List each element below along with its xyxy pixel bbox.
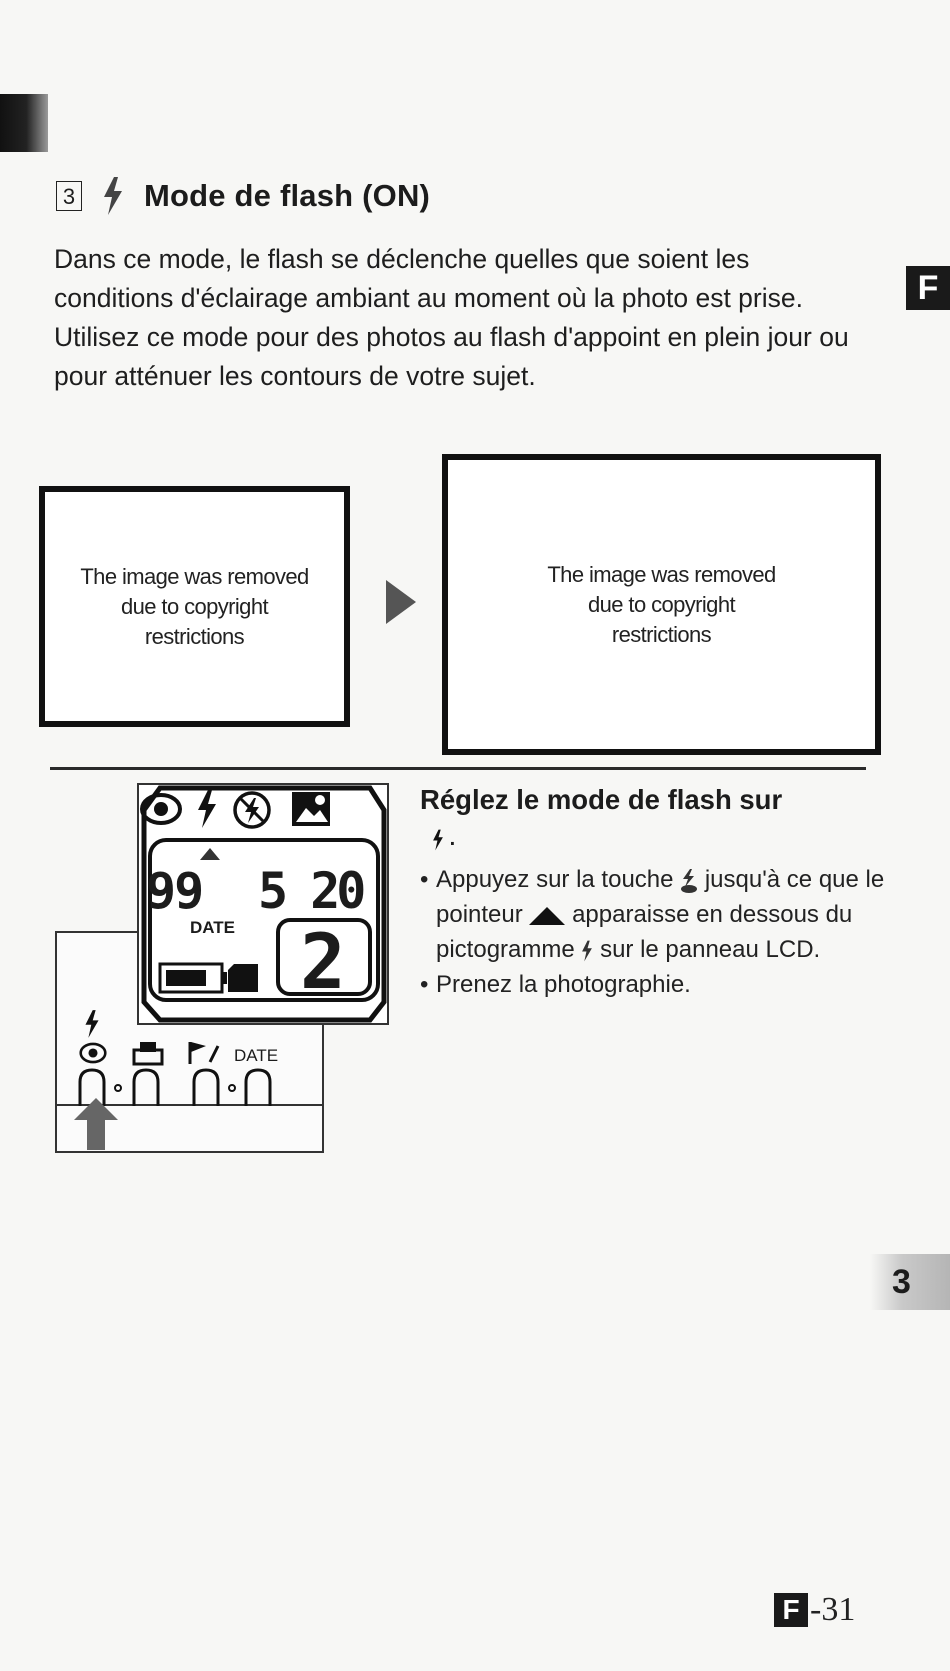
list-item: • Prenez la photographie. — [420, 967, 890, 1002]
image-placeholder-before — [39, 486, 350, 727]
page-badge: F — [774, 1593, 808, 1627]
lcd-counter: 2 — [300, 917, 346, 1006]
flash-icon — [84, 1010, 100, 1038]
step-number-box: 3 — [56, 181, 82, 211]
arrow-up-icon — [74, 1098, 118, 1150]
red-eye-icon — [140, 792, 182, 826]
section-divider — [50, 767, 866, 770]
instruction-heading-suffix: . — [449, 828, 456, 850]
flash-icon — [196, 790, 218, 828]
instruction-heading: Réglez le mode de flash sur — [420, 784, 783, 815]
lcd-frame-count: 99 — [146, 862, 203, 920]
flash-icon — [102, 177, 124, 215]
pointer-triangle-icon — [529, 907, 565, 925]
lcd-date-readout: 5 20 — [258, 862, 363, 920]
page-title: Mode de flash (ON) — [144, 178, 431, 213]
flash-icon — [581, 940, 593, 962]
top-edge-tab — [0, 94, 48, 152]
pointer-triangle-icon — [200, 848, 220, 860]
intro-paragraph: Dans ce mode, le flash se déclenche quelles que soient les conditions d'éclairage ambiant au moment où la photo est prise. Utilisez ce mode pour des photos au flash d'appoint en plein jour ou pour atténuer les contours de votre sujet. — [54, 244, 849, 391]
flash-eye-button-icon — [680, 869, 698, 893]
print-icon — [132, 1040, 164, 1066]
section-heading — [56, 176, 430, 216]
flash-icon — [432, 829, 444, 851]
instruction-list — [420, 862, 890, 1002]
placeholder-text: The image was removed due to copyright restrictions — [80, 563, 309, 649]
image-placeholder-after — [442, 454, 881, 755]
lcd-date-label: DATE — [190, 918, 236, 937]
flash-off-icon — [232, 790, 272, 830]
button-date-label: DATE — [234, 1046, 279, 1065]
page-number — [774, 1590, 855, 1630]
page-number-text: -31 — [810, 1591, 856, 1628]
list-item: • Appuyez sur la touche jusqu'à ce que le pointeur apparaisse en dessous du pictogramme sur le panneau LCD. — [420, 862, 890, 967]
chapter-tab: 3 — [870, 1254, 950, 1310]
night-scene-icon — [290, 790, 332, 828]
placeholder-text: The image was removed due to copyright restrictions — [547, 561, 776, 647]
red-eye-icon — [78, 1042, 108, 1064]
instruction-heading-icon — [432, 828, 455, 851]
language-tab: F — [906, 266, 950, 310]
flag-icon — [186, 1040, 220, 1066]
play-triangle-icon — [386, 580, 416, 624]
